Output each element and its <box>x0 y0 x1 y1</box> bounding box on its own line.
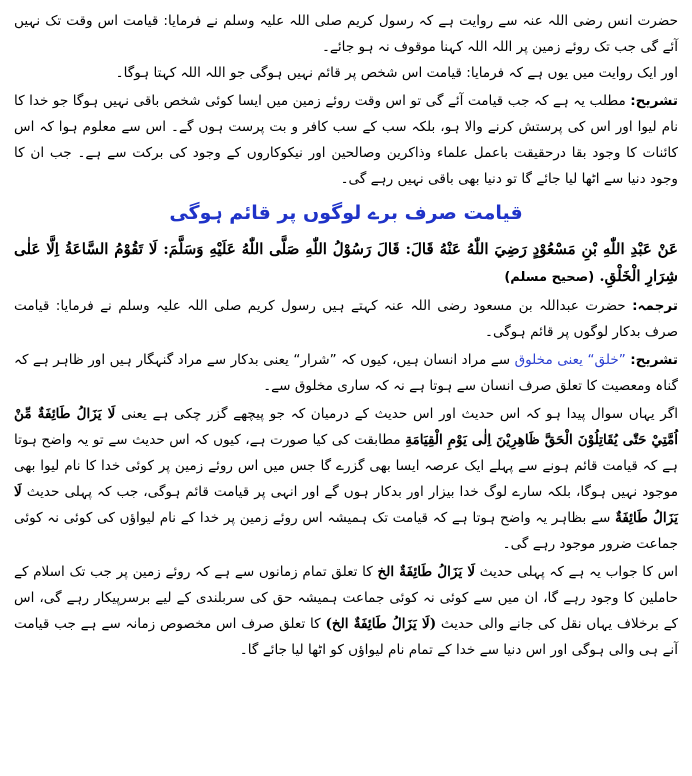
answer-arabic-2: (لَا يَزَالُ طَائِفَةٌ الخ) <box>325 616 437 632</box>
answer-arabic-1: لَا يَزَالُ طَائِفَةٌ الخ <box>377 564 476 580</box>
translation-label: ترجمہ: <box>632 298 678 314</box>
hadith-arabic-text: عَنْ عَبْدِ اللّٰهِ بْنِ مَسْعُوْدٍ رَضِيَ اللّٰهُ عَنْهُ قَالَ: قَالَ رَسُوْلُ اللّٰهِ صَلَّى اللّٰهُ عَلَيْهِ وَسَلَّمَ: لَا تَقُوْمُ السَّاعَةُ اِلَّا عَلٰى شِرَارِ الْخَلْقِ. <box>14 240 678 285</box>
answer-text-1: اس کا جواب یہ ہے کہ پہلی حدیث <box>479 564 678 580</box>
term-khalq: ”خلق“ <box>587 352 626 368</box>
answer-paragraph <box>14 559 678 663</box>
hadith-anas-text: حضرت انس رضی اللہ عنہ سے روایت ہے کہ رسول کریم صلی اللہ علیہ وسلم نے فرمایا: قیامت اس وقت تک نہیں آئے گی جب تک روئے زمین پر اللہ اللہ کہنا موقوف نہ ہو جائے۔ <box>14 13 678 55</box>
answer-text-2: کا تعلق تمام زمانوں سے ہے کہ روئے زمین پر جب تک اسلام کے حاملین کا وجود رہے گا، ان میں سے کوئی نہ کوئی جماعت ہمیشہ حق کی سربلندی کے لیے برسرپیکار رہے گی، اس کے برخلاف یہاں نقل کی جانے والی حدیث <box>14 564 679 632</box>
explanation-1-text: مطلب یہ ہے کہ جب قیامت آئے گی تو اس وقت روئے زمین میں ایسا کوئی شخص باقی نہیں ہوگا جو خدا کا نام لیوا اور اس کی پرستش کرنے والا ہو، بلکہ سب کے سب کافر و بت پرست ہوں گے۔ اس سے معلوم ہوا کہ اس کائنات کا وجود بقا درحقیقت باعمل علماء وذاکرین وصالحین اور نیکوکاروں کے وجود کی برکت سے ہے۔ جب ان کا وجود دنیا سے اٹھا لیا جائے گا تو دنیا بھی باقی نہیں رہے گی۔ <box>14 93 678 187</box>
question-arabic-2: لَا يَزَالُ طَائِفَةٌ <box>14 484 678 526</box>
explanation-1-paragraph <box>14 88 678 192</box>
translation-text: حضرت عبداللہ بن مسعود رضی اللہ عنہ کہتے ہیں رسول کریم صلی اللہ علیہ وسلم نے فرمایا: قیامت صرف بدکار لوگوں پر قائم ہوگی۔ <box>14 298 678 340</box>
explanation-1-label: تشریح: <box>630 93 678 109</box>
question-text-1: اگر یہاں سوال پیدا ہو کہ اس حدیث اور اس حدیث کے درمیان کہ جو پیچھے گزر چکی ہے یعنی <box>121 406 679 422</box>
explanation-2-label: تشریح: <box>630 352 678 368</box>
hadith-reference: (صحیح مسلم) <box>504 270 595 285</box>
question-text-3: سے بظاہر یہ واضح ہوتا ہے کہ قیامت تک ہمیشہ اس روئے زمین پر خدا کے نام لیواؤں کی کوئی نہ کوئی جماعت ضرور موجود رہے گی۔ <box>14 510 678 552</box>
explanation-2-paragraph <box>14 347 678 399</box>
explanation-2-text: سے مراد انسان ہیں، کیوں کہ ”شرار“ یعنی بدکار سے مراد گنہگار ہیں اور ظاہر ہے کہ گناہ ومعصیت کا تعلق صرف انسان سے ہوتا ہے نہ کہ ساری مخلوق سے۔ <box>14 352 678 394</box>
question-arabic-1: لَا يَزَالُ طَائِفَةٌ مِّنْ اُمَّتِيْ حَتّٰى يُقَاتِلُوْنَ الْحَقَّ ظَاهِرِيْنَ اِلٰى يَوْمِ الْقِيَامَةِ <box>14 406 679 448</box>
hadith-arabic-paragraph <box>14 236 678 291</box>
term-meaning: یعنی مخلوق <box>514 352 583 368</box>
second-narration-paragraph <box>14 60 678 86</box>
hadith-anas-paragraph <box>14 8 678 60</box>
section-title: قیامت صرف برے لوگوں پر قائم ہوگی <box>169 202 523 224</box>
second-narration-text: اور ایک روایت میں یوں ہے کہ فرمایا: قیامت اس شخص پر قائم نہیں ہوگی جو اللہ اللہ کہتا ہوگا۔ <box>115 65 678 81</box>
question-paragraph <box>14 401 678 557</box>
question-text-2: مطابقت کی کیا صورت ہے، کیوں کہ اس حدیث سے تو یہ واضح ہوتا ہے کہ قیامت قائم ہونے سے پہلے ایک عرصہ ایسا بھی گزرے گا جس میں اس روئے زمین پر کوئی خدا کا نام لیوا بھی موجود نہیں ہوگا، بلکہ سارے لوگ خدا بیزار اور بدکار ہوں گے اور انہی پر قیامت قائم ہوگی، جب کہ پہلی حدیث <box>14 432 678 500</box>
translation-paragraph <box>14 293 678 345</box>
answer-text-3: کا تعلق صرف اس مخصوص زمانہ سے ہے جب قیامت آنے ہی والی ہوگی اور اس دنیا سے خدا کے تمام نام لیواؤں کو اٹھا لیا جائے گا۔ <box>14 616 678 658</box>
